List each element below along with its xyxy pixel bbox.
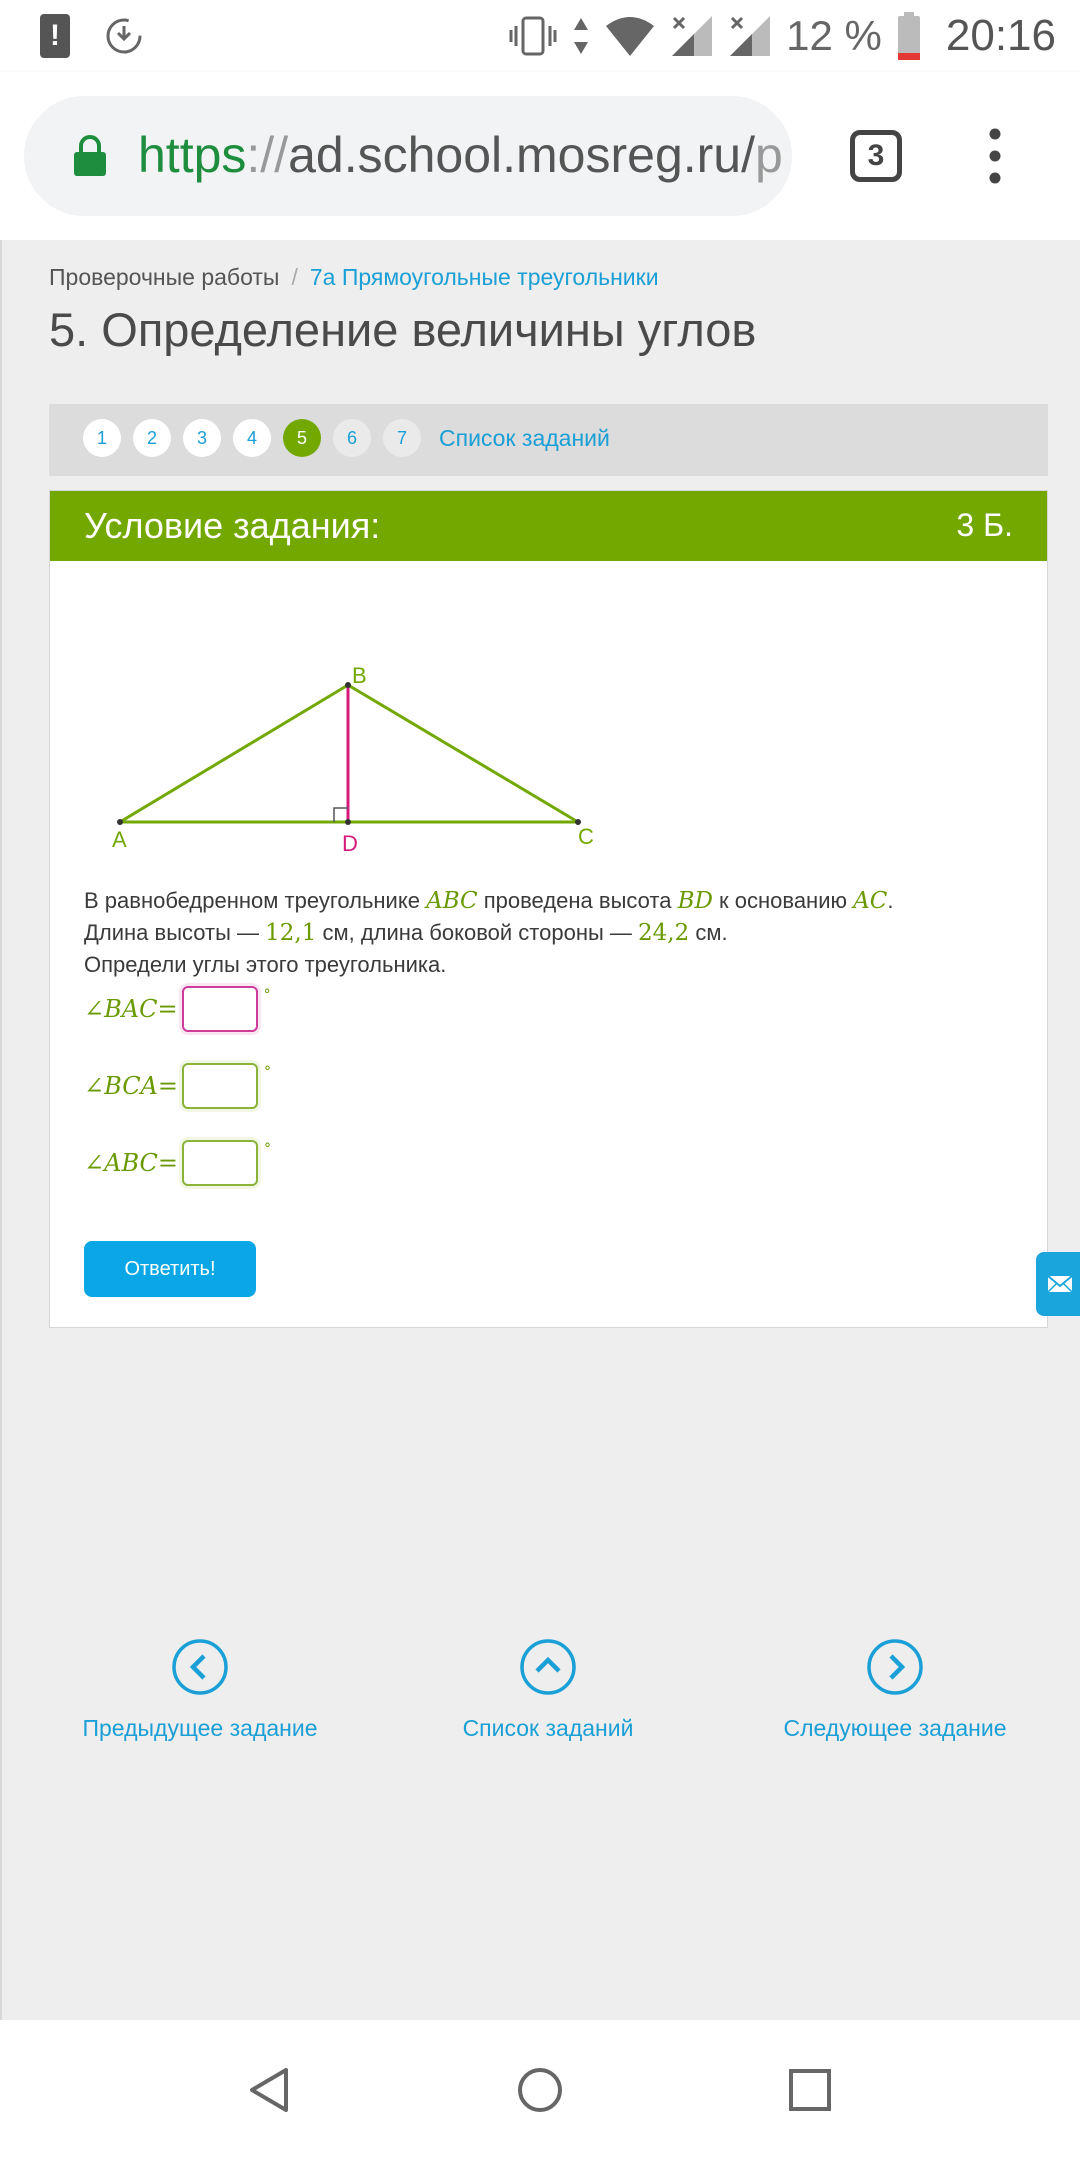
task-number-2[interactable]: 2 <box>133 419 171 457</box>
chevron-left-icon[interactable] <box>171 1638 229 1696</box>
status-bar <box>0 0 1080 72</box>
degree-sign: ° <box>264 1064 271 1080</box>
next-task-nav[interactable] <box>765 1638 1025 1742</box>
label-a: A <box>112 827 127 852</box>
label-c: C <box>578 824 594 849</box>
task-list-link[interactable]: Список заданий <box>439 424 610 451</box>
problem-line-3: Определи углы этого треугольника. <box>84 952 447 977</box>
battery-percent: 12 % <box>786 12 882 59</box>
task-number-7[interactable]: 7 <box>383 419 421 457</box>
angle-bca-label: ∠BCA= <box>84 1072 178 1100</box>
submit-answer-button[interactable]: Ответить! <box>84 1241 256 1297</box>
next-task-link[interactable]: Следующее задание <box>783 1715 1007 1741</box>
clock: 20:16 <box>945 11 1056 60</box>
point-d <box>345 819 351 825</box>
task-number-3[interactable]: 3 <box>183 419 221 457</box>
address-bar[interactable] <box>24 96 792 216</box>
task-list-nav[interactable] <box>418 1638 678 1742</box>
task-number-5-current[interactable]: 5 <box>283 419 321 457</box>
task-condition-title: Условие задания: <box>84 505 381 546</box>
angle-bac-label: ∠BAC= <box>84 995 178 1023</box>
lock-icon <box>72 134 108 178</box>
task-list-bottom-link[interactable]: Список заданий <box>462 1715 634 1741</box>
overflow-menu-icon[interactable] <box>982 128 1008 184</box>
degree-sign: ° <box>263 987 271 1003</box>
angle-bac-input[interactable] <box>182 986 258 1032</box>
answer-row-abc <box>84 1139 271 1187</box>
task-card <box>49 490 1048 1328</box>
angle-abc-label: ∠ABC= <box>84 1149 178 1177</box>
wifi-icon <box>604 14 656 58</box>
side-bc <box>348 685 578 822</box>
task-navigation <box>49 404 1048 476</box>
triangle-diagram <box>74 591 634 871</box>
breadcrumb-home[interactable]: Проверочные работы <box>49 264 280 290</box>
task-number-4[interactable]: 4 <box>233 419 271 457</box>
page-title: 5. Определение величины углов <box>49 303 757 356</box>
task-card-header <box>50 491 1047 561</box>
breadcrumb <box>49 264 659 291</box>
label-d: D <box>342 831 358 856</box>
point-a <box>117 819 123 825</box>
data-arrows-icon <box>572 14 590 58</box>
page-content <box>0 240 1080 2020</box>
task-number-1[interactable]: 1 <box>83 419 121 457</box>
tab-switcher-button[interactable]: 3 <box>850 130 902 182</box>
back-icon[interactable] <box>246 2066 294 2114</box>
sync-icon <box>102 14 146 58</box>
angle-abc-input[interactable] <box>182 1140 258 1186</box>
label-b: B <box>352 663 367 688</box>
answer-row-bac <box>84 985 271 1033</box>
problem-statement <box>84 885 1024 980</box>
prev-task-nav[interactable] <box>70 1638 330 1742</box>
android-navigation-bar <box>0 2020 1080 2160</box>
breadcrumb-separator: / <box>291 264 298 290</box>
recents-icon[interactable] <box>786 2066 834 2114</box>
task-number-6[interactable]: 6 <box>333 419 371 457</box>
url-text: https://ad.school.mosreg.ru/p <box>138 127 783 183</box>
signal-icon-2 <box>728 14 772 58</box>
vibrate-icon <box>508 14 558 58</box>
prev-task-link[interactable]: Предыдущее задание <box>82 1715 318 1741</box>
problem-line-2: Длина высоты — 12,1 см, длина боковой стороны — 24,2 см. <box>84 920 728 946</box>
page-edge <box>0 240 2 2020</box>
battery-icon <box>896 11 922 61</box>
home-icon[interactable] <box>516 2066 564 2114</box>
answer-row-bca <box>84 1062 271 1110</box>
angle-bca-input[interactable] <box>182 1063 258 1109</box>
status-right <box>508 8 1056 64</box>
breadcrumb-current[interactable]: 7a Прямоугольные треугольники <box>309 264 659 290</box>
signal-icon <box>670 14 714 58</box>
task-score: 3 Б. <box>956 507 1013 543</box>
chevron-up-icon[interactable] <box>519 1638 577 1696</box>
chevron-right-icon[interactable] <box>866 1638 924 1696</box>
feedback-mail-icon[interactable] <box>1036 1252 1080 1316</box>
problem-line-1: В равнобедренном треугольнике ABC проведена высота BD к основанию AC. <box>84 888 894 914</box>
point-b <box>345 682 351 688</box>
degree-sign: ° <box>264 1141 271 1157</box>
side-ab <box>120 685 348 822</box>
alert-icon: ! <box>40 14 70 58</box>
browser-toolbar <box>0 72 1080 240</box>
